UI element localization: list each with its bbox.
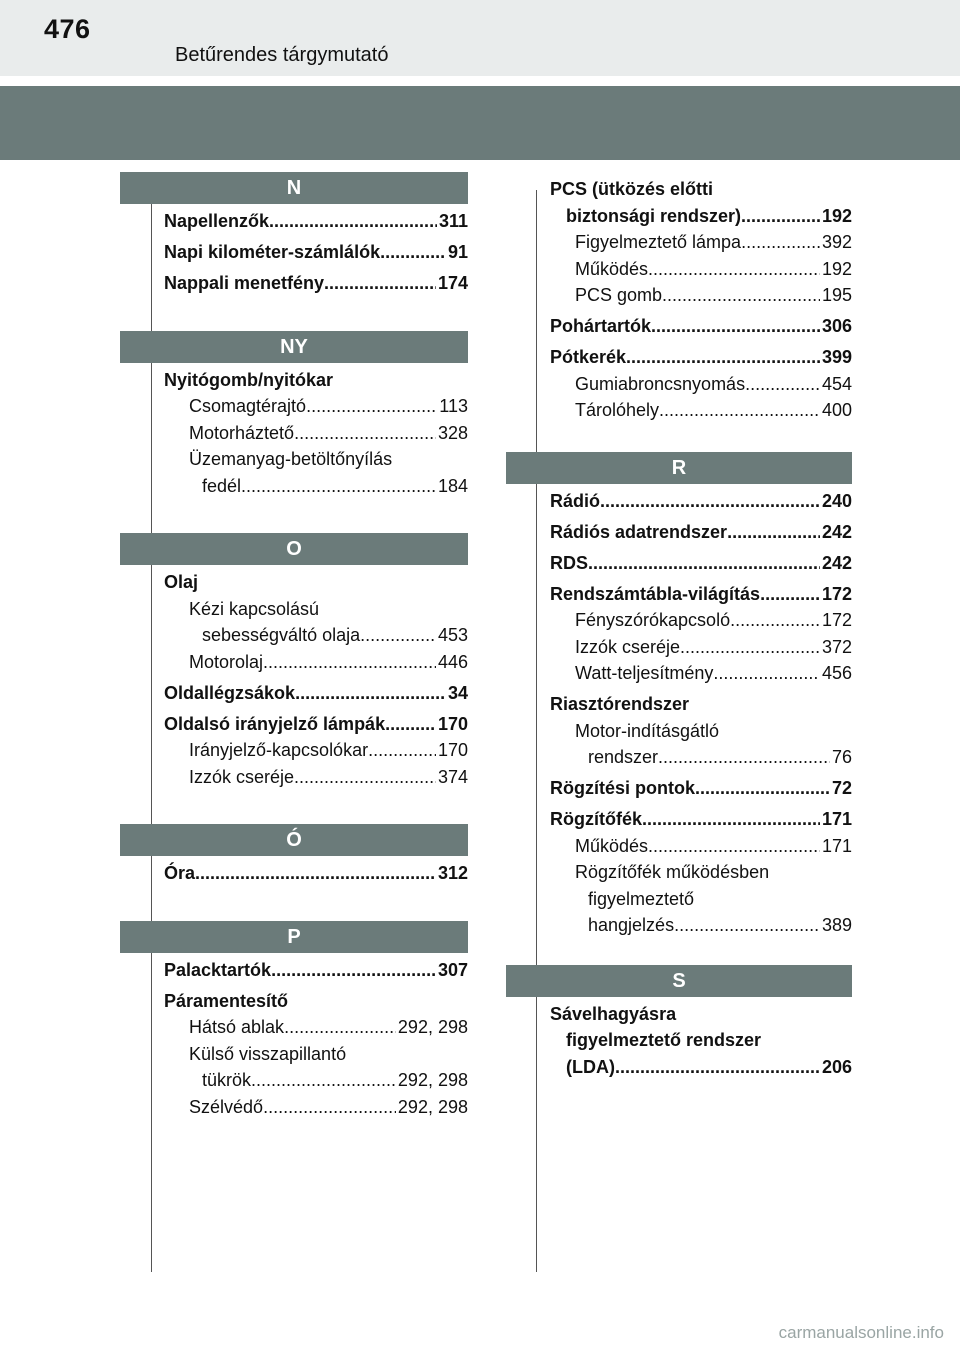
index-entry — [506, 691, 852, 718]
leader-dots — [195, 860, 436, 887]
entry-page: 328 — [437, 422, 468, 443]
entry-page: 242 — [821, 521, 852, 542]
entry-page: 311 — [438, 211, 468, 231]
entry-page: 306 — [821, 316, 852, 336]
entry-text: RDS — [550, 552, 589, 573]
index-entry — [506, 806, 852, 833]
entry-text: Irányjelző-kapcsolókar — [189, 740, 369, 760]
leader-dots — [294, 420, 436, 447]
entry-text: biztonsági rendszer) — [566, 205, 742, 226]
letter-heading: O — [120, 533, 468, 565]
entry-text: Páramentesítő — [164, 990, 289, 1011]
entry-text: Motor-indításgátló — [575, 720, 720, 741]
leader-dots — [662, 282, 820, 309]
entry-page: 91 — [447, 242, 468, 262]
index-subentry — [120, 473, 468, 500]
index-subentry — [120, 622, 468, 649]
index-subentry — [506, 397, 852, 424]
entry-text: tükrök — [202, 1070, 252, 1090]
letter-heading: NY — [120, 331, 468, 363]
letter-heading: Ó — [120, 824, 468, 856]
entry-page: 446 — [437, 651, 468, 672]
section-banner — [0, 86, 960, 160]
entry-text: Gumiabroncsnyomás — [575, 373, 746, 394]
entry-text: Izzók cseréje — [189, 766, 295, 787]
entry-text: Motorolaj — [189, 651, 264, 672]
index-subentry — [506, 282, 852, 309]
entry-text: Tárolóhely — [575, 400, 660, 420]
entry-page: 172 — [821, 583, 852, 604]
entry-page: 171 — [821, 835, 852, 856]
leader-dots — [263, 1094, 396, 1121]
entry-list — [506, 172, 852, 424]
entry-text: Napellenzők — [164, 211, 270, 231]
index-subentry — [506, 203, 852, 230]
entry-text: (LDA) — [566, 1056, 615, 1077]
leader-dots — [695, 775, 830, 802]
entry-list — [506, 997, 852, 1081]
entry-text: Hátsó ablak — [189, 1017, 285, 1037]
index-entry — [120, 270, 468, 297]
entry-text: Pohártartók — [550, 316, 652, 336]
index-subentry — [506, 718, 852, 745]
entry-page: 392 — [821, 232, 852, 252]
entry-page: 192 — [821, 205, 852, 226]
index-subentry — [506, 744, 852, 771]
leader-dots — [324, 270, 436, 297]
entry-text: Palacktartók — [164, 959, 272, 980]
entry-page: 171 — [821, 809, 852, 829]
index-entry — [506, 519, 852, 546]
index-section — [506, 965, 852, 1081]
entry-list — [506, 484, 852, 939]
entry-page: 454 — [821, 373, 852, 394]
entry-text: Működés — [575, 258, 649, 279]
index-section — [120, 824, 468, 887]
entry-text: Motorháztető — [189, 422, 295, 443]
leader-dots — [241, 473, 436, 500]
index-subentry — [506, 660, 852, 687]
index-entry — [120, 569, 468, 596]
leader-dots — [745, 371, 820, 398]
entry-page: 113 — [439, 396, 468, 416]
entry-text: figyelmeztető rendszer — [566, 1030, 762, 1050]
index-section — [120, 533, 468, 790]
entry-text: fedél — [202, 475, 242, 496]
entry-text: Rádiós adatrendszer — [550, 521, 728, 542]
entry-text: rendszer — [588, 747, 659, 767]
entry-text: Csomagtérajtó — [189, 396, 307, 416]
index-entry — [120, 367, 468, 394]
entry-text: Rögzítőfék — [550, 809, 642, 829]
entry-page: 400 — [821, 400, 852, 420]
index-subentry — [120, 393, 468, 420]
index-section — [506, 172, 852, 424]
index-subentry — [120, 420, 468, 447]
index-entry — [120, 860, 468, 887]
entry-text: Watt-teljesítmény — [575, 663, 714, 683]
leader-dots — [642, 806, 820, 833]
leader-dots — [713, 660, 820, 687]
entry-list — [120, 953, 468, 1121]
entry-page: 192 — [821, 258, 852, 279]
entry-page: 292, 298 — [397, 1017, 468, 1037]
entry-text: Riasztórendszer — [550, 694, 690, 714]
leader-dots — [648, 256, 820, 283]
entry-text: Olaj — [164, 572, 199, 592]
entry-text: Izzók cseréje — [575, 636, 681, 657]
leader-dots — [294, 764, 436, 791]
entry-page: 206 — [821, 1056, 852, 1077]
entry-text: Kézi kapcsolású — [189, 598, 320, 619]
entry-page: 170 — [437, 713, 468, 734]
index-subentry — [506, 607, 852, 634]
entry-text: Működés — [575, 835, 649, 856]
entry-page: 172 — [821, 610, 852, 630]
leader-dots — [251, 1067, 396, 1094]
index-subentry — [506, 229, 852, 256]
index-entry — [120, 711, 468, 738]
index-section — [506, 452, 852, 939]
entry-page: 307 — [437, 959, 468, 980]
entry-text: Üzemanyag-betöltőnyílás — [189, 449, 393, 469]
entry-text: Nyitógomb/nyitókar — [164, 369, 334, 390]
page-number: 476 — [44, 14, 91, 44]
index-subentry — [506, 371, 852, 398]
index-entry — [506, 488, 852, 515]
entry-page: 453 — [437, 625, 468, 645]
index-column-left — [120, 172, 468, 1160]
entry-page: 34 — [447, 682, 468, 703]
entry-text: PCS (ütközés előtti — [550, 179, 714, 199]
index-entry — [506, 1001, 852, 1028]
entry-text: figyelmeztető — [588, 888, 695, 909]
entry-text: Óra — [164, 863, 196, 883]
entry-text: Rögzítési pontok — [550, 778, 695, 798]
index-subentry — [120, 649, 468, 676]
entry-text: Külső visszapillantó — [189, 1043, 347, 1064]
index-entry — [506, 550, 852, 577]
letter-heading: R — [506, 452, 852, 484]
entry-page: 76 — [831, 747, 852, 767]
index-section — [120, 331, 468, 500]
leader-dots — [741, 229, 820, 256]
index-entry — [120, 208, 468, 235]
entry-text: Oldalsó irányjelző lámpák — [164, 713, 386, 734]
index-subentry — [506, 634, 852, 661]
entry-text: Nappali menetfény — [164, 273, 325, 293]
entry-page: 242 — [821, 552, 852, 573]
entry-text: Figyelmeztető lámpa — [575, 232, 742, 252]
entry-page: 174 — [437, 273, 468, 293]
index-subentry — [120, 446, 468, 473]
index-subentry — [506, 833, 852, 860]
entry-page: 170 — [437, 740, 468, 760]
leader-dots — [600, 488, 820, 515]
entry-text: hangjelzés — [588, 915, 675, 935]
index-entry — [120, 988, 468, 1015]
index-entry — [506, 775, 852, 802]
leader-dots — [626, 344, 820, 371]
index-subentry — [506, 256, 852, 283]
index-subentry — [120, 596, 468, 623]
index-subentry — [506, 1027, 852, 1054]
index-subentry — [120, 1014, 468, 1041]
leader-dots — [760, 581, 820, 608]
leader-dots — [615, 1054, 820, 1081]
entry-page: 292, 298 — [397, 1096, 468, 1117]
index-entry — [120, 957, 468, 984]
leader-dots — [385, 711, 436, 738]
index-entry — [506, 581, 852, 608]
leader-dots — [306, 393, 437, 420]
entry-list — [120, 856, 468, 887]
entry-page: 312 — [437, 863, 468, 883]
letter-heading: P — [120, 921, 468, 953]
leader-dots — [659, 397, 820, 424]
entry-list — [120, 363, 468, 500]
leader-dots — [269, 208, 437, 235]
entry-text: Rendszámtábla-világítás — [550, 583, 761, 604]
index-entry — [506, 176, 852, 203]
index-subentry — [120, 1041, 468, 1068]
leader-dots — [741, 203, 820, 230]
index-subentry — [506, 886, 852, 913]
index-subentry — [506, 859, 852, 886]
entry-page: 72 — [831, 778, 852, 798]
letter-heading: N — [120, 172, 468, 204]
leader-dots — [295, 680, 446, 707]
index-subentry — [120, 1067, 468, 1094]
header-bar — [0, 0, 960, 76]
leader-dots — [263, 649, 436, 676]
entry-page: 399 — [821, 347, 852, 367]
index-column-right — [506, 172, 852, 1120]
entry-page: 456 — [821, 663, 852, 683]
index-subentry — [120, 764, 468, 791]
entry-text: Oldallégzsákok — [164, 682, 296, 703]
letter-heading: S — [506, 965, 852, 997]
entry-text: Fényszórókapcsoló — [575, 610, 731, 630]
entry-text: PCS gomb — [575, 285, 663, 305]
index-subentry — [120, 737, 468, 764]
entry-list — [120, 204, 468, 297]
index-subentry — [506, 1054, 852, 1081]
index-section — [120, 172, 468, 297]
leader-dots — [651, 313, 820, 340]
leader-dots — [588, 550, 820, 577]
leader-dots — [360, 622, 436, 649]
leader-dots — [648, 833, 820, 860]
entry-page: 372 — [821, 636, 852, 657]
entry-text: Napi kilométer-számlálók — [164, 242, 381, 262]
entry-page: 374 — [437, 766, 468, 787]
leader-dots — [271, 957, 436, 984]
leader-dots — [380, 239, 446, 266]
index-entry — [120, 680, 468, 707]
page-title: Betűrendes tárgymutató — [175, 44, 389, 66]
index-entry — [120, 239, 468, 266]
leader-dots — [727, 519, 820, 546]
entry-text: Rögzítőfék működésben — [575, 862, 770, 882]
leader-dots — [658, 744, 830, 771]
watermark: carmanualsonline.info — [778, 1323, 944, 1342]
entry-text: Szélvédő — [189, 1096, 264, 1117]
entry-page: 292, 298 — [397, 1070, 468, 1090]
entry-text: Rádió — [550, 490, 601, 511]
leader-dots — [284, 1014, 396, 1041]
entry-page: 389 — [821, 915, 852, 935]
entry-page: 240 — [821, 490, 852, 511]
index-subentry — [120, 1094, 468, 1121]
index-subentry — [506, 912, 852, 939]
entry-text: sebességváltó olaja — [202, 625, 361, 645]
index-section — [120, 921, 468, 1121]
leader-dots — [680, 634, 820, 661]
index-entry — [506, 344, 852, 371]
entry-page: 184 — [437, 475, 468, 496]
entry-list — [120, 565, 468, 790]
entry-text: Pótkerék — [550, 347, 627, 367]
leader-dots — [674, 912, 820, 939]
index-entry — [506, 313, 852, 340]
leader-dots — [368, 737, 436, 764]
leader-dots — [730, 607, 820, 634]
entry-text: Sávelhagyásra — [550, 1003, 677, 1024]
entry-page: 195 — [821, 285, 852, 305]
